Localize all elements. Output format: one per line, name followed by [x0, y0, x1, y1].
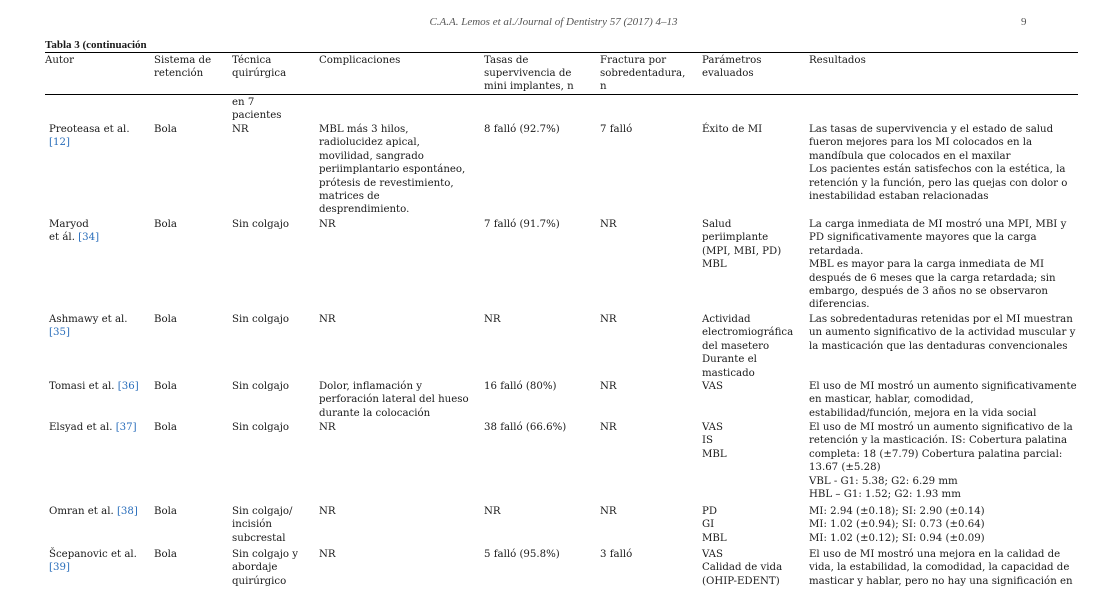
cell-fracture: 7 falló: [600, 124, 633, 135]
cell-fracture: NR: [600, 381, 617, 392]
cell-author: [49, 313, 128, 340]
col-header-sistema: Sistema de retención: [154, 55, 212, 79]
cell-author: [49, 505, 138, 518]
cell-complications: NR: [319, 422, 336, 433]
cell-technique: Sin colgajo y abordaje quirúrgico: [232, 549, 299, 587]
cell-parameters: PD GI MBL: [702, 506, 727, 544]
cell-fracture: 3 falló: [600, 549, 633, 560]
cell-fracture: NR: [600, 314, 617, 325]
table-header-rule: [45, 94, 1078, 95]
cell-technique: Sin colgajo: [232, 314, 290, 325]
cell-retention: Bola: [154, 422, 177, 433]
cell-survival: 5 falló (95.8%): [484, 549, 560, 560]
cell-technique: Sin colgajo: [232, 422, 290, 433]
author-name: Maryod et ál.: [49, 219, 89, 244]
author-name: Elsyad et al.: [49, 422, 116, 433]
cell-results: La carga inmediata de MI mostró una MPI, MBI y PD significativamente mayores que la carga retardada. MBL es mayor para la carga inmediata de MI después de 6 meses que la carga retardada; sin embargo, después de 3 años no se observaron diferencias.: [809, 219, 1067, 311]
cell-complications: Dolor, inflamación y perforación lateral del hueso durante la colocación: [319, 381, 469, 419]
cell-retention: Bola: [154, 314, 177, 325]
cell-parameters: Éxito de MI: [702, 124, 763, 135]
col-header-tecnica: Técnica quirúrgica: [232, 55, 287, 79]
cell-technique: Sin colgajo/ incisión subcrestal: [232, 506, 293, 544]
cell-fracture: NR: [600, 422, 617, 433]
reference-link[interactable]: [34]: [78, 232, 100, 244]
reference-link[interactable]: [36]: [117, 381, 139, 392]
cell-retention: Bola: [154, 549, 177, 560]
cell-fracture: NR: [600, 506, 617, 517]
cell-results: Las sobredentaduras retenidas por el MI muestran un aumento significativo de la actividad muscular y la masticación que las dentaduras convencionales: [809, 314, 1076, 352]
reference-link[interactable]: [37]: [115, 422, 137, 433]
cell-survival: 8 falló (92.7%): [484, 124, 560, 135]
cell-technique: Sin colgajo: [232, 219, 290, 230]
cell-survival: 38 falló (66.6%): [484, 422, 567, 433]
cell-parameters: Salud periimplante (MPI, MBI, PD) MBL: [702, 219, 782, 271]
cell-parameters: Actividad electromiográfica del masetero Durante el masticado: [702, 314, 794, 379]
cell-author: [49, 548, 137, 575]
cell-results: Las tasas de supervivencia y el estado de salud fueron mejores para los MI colocados en la mandíbula que colocados en el maxilar Los pacientes están satisfechos con la estética, la retención y la función, pero las quejas con dolor o inestabilidad estaban relacionadas: [809, 124, 1068, 203]
reference-link[interactable]: [35]: [49, 327, 70, 339]
reference-link[interactable]: [38]: [116, 506, 138, 517]
author-name: Ashmawy et al.: [49, 314, 128, 325]
col-header-supervivencia: Tasas de supervivencia de mini implantes, n: [484, 55, 574, 92]
reference-link[interactable]: [12]: [49, 137, 70, 149]
cell-retention: Bola: [154, 506, 177, 517]
cell-technique: Sin colgajo: [232, 381, 290, 392]
cell-complications: NR: [319, 314, 336, 325]
col-header-complicaciones: Complicaciones: [319, 55, 401, 66]
cell-author: [49, 380, 139, 393]
cell-retention: Bola: [154, 381, 177, 392]
cell-survival: 16 falló (80%): [484, 381, 557, 392]
cell-parameters: VAS IS MBL: [702, 422, 727, 460]
cell-results: El uso de MI mostró una mejora en la calidad de vida, la estabilidad, la comodidad, la capacidad de masticar y hablar, pero no hay una significación en: [809, 549, 1073, 587]
cell-complications: NR: [319, 506, 336, 517]
cell-results: El uso de MI mostró un aumento significativamente en masticar, hablar, comodidad, estabilidad/función, mejora en la vida social: [809, 381, 1077, 419]
author-name: Preoteasa et al.: [49, 124, 130, 135]
author-name: Šcepanovic et al.: [49, 549, 137, 560]
cell-survival: NR: [484, 506, 501, 517]
carryover-text: en 7 pacientes: [232, 97, 282, 122]
cell-technique: NR: [232, 124, 249, 135]
author-name: Tomasi et al.: [49, 381, 118, 392]
cell-results: MI: 2.94 (±0.18); SI: 2.90 (±0.14) MI: 1.02 (±0.94); SI: 0.73 (±0.64) MI: 1.02 (±0.12); SI: 0.94 (±0.09): [809, 506, 985, 544]
page-number: 9: [1021, 16, 1027, 28]
cell-parameters: VAS Calidad de vida (OHIP-EDENT): [702, 549, 783, 587]
cell-author: [49, 123, 130, 150]
cell-fracture: NR: [600, 219, 617, 230]
col-header-autor: Autor: [45, 55, 75, 66]
cell-results: El uso de MI mostró un aumento significativo de la retención y la masticación. IS: Cobertura palatina completa: 18 (±7.79) Cobertura palatina parcial: 13.67 (±5.28) VBL - G1: 5.38; G2: 6.29 mm HBL – G1: 1.52; G2: 1.93 mm: [809, 422, 1073, 501]
reference-link[interactable]: [39]: [49, 562, 70, 574]
running-head: C.A.A. Lemos et al./Journal of Dentistry 57 (2017) 4–13: [429, 16, 678, 28]
table-top-rule: [45, 52, 1078, 53]
table-caption: Tabla 3 (continuación: [45, 39, 147, 51]
cell-parameters: VAS: [702, 381, 724, 392]
author-name: Omran et al.: [49, 506, 117, 517]
cell-author: [49, 218, 99, 245]
col-header-fractura: Fractura por sobredentadura, n: [600, 55, 686, 92]
cell-complications: MBL más 3 hilos, radiolucidez apical, movilidad, sangrado periimplantario espontáneo, prótesis de revestimiento, matrices de desprendimiento.: [319, 124, 466, 216]
cell-retention: Bola: [154, 124, 177, 135]
cell-author: [49, 421, 137, 434]
col-header-resultados: Resultados: [809, 55, 866, 66]
col-header-parametros: Parámetros evaluados: [702, 55, 762, 79]
cell-complications: NR: [319, 219, 336, 230]
cell-complications: NR: [319, 549, 336, 560]
cell-survival: NR: [484, 314, 501, 325]
cell-survival: 7 falló (91.7%): [484, 219, 560, 230]
cell-retention: Bola: [154, 219, 177, 230]
